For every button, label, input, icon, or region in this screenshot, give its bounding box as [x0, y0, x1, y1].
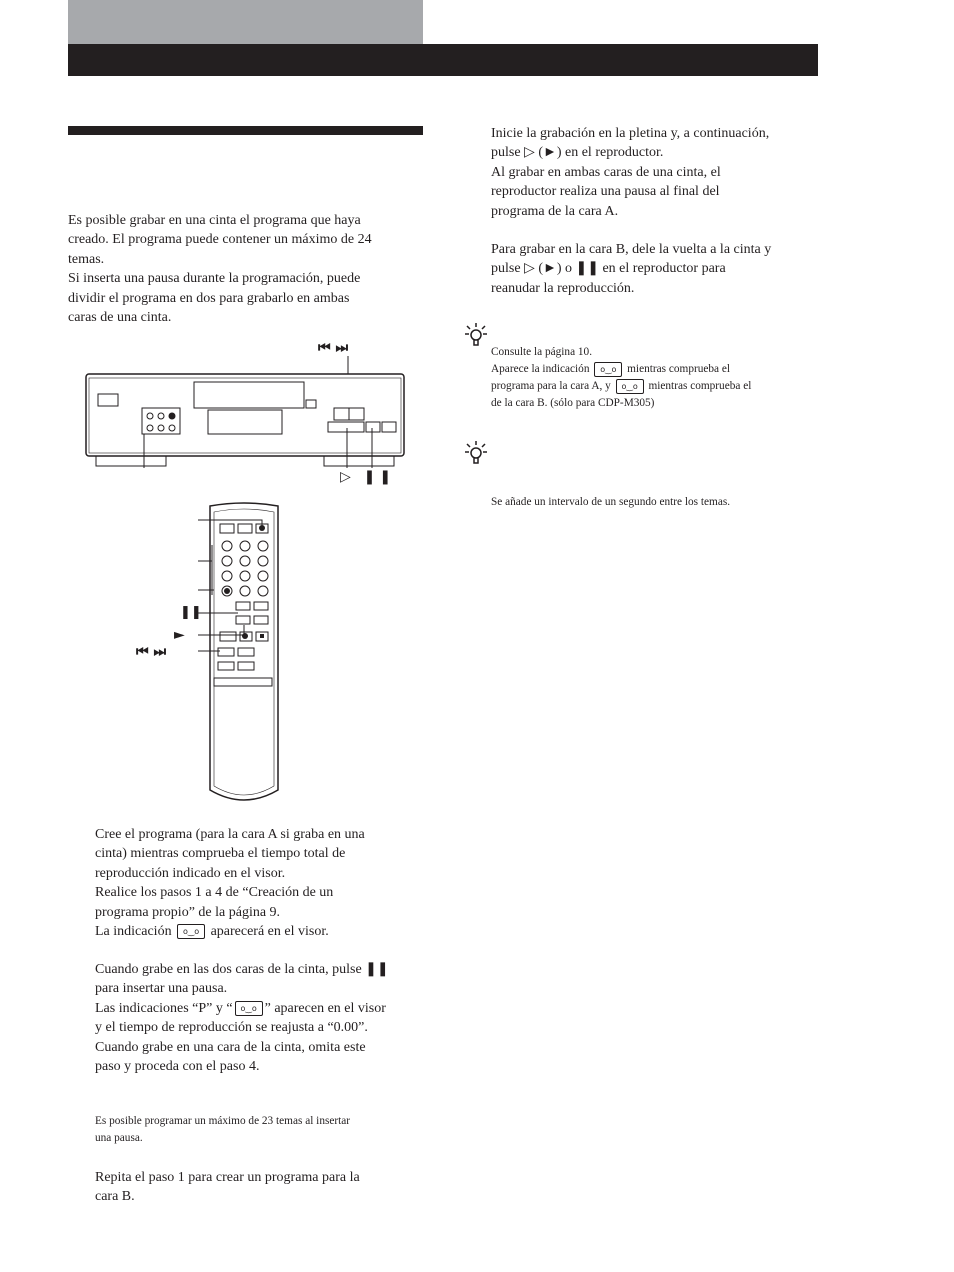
cassette-icon: o‿o	[594, 362, 622, 377]
remote-pause-label: ❚❚	[180, 605, 202, 620]
cassette-icon: o‿o	[616, 379, 644, 394]
remote-callouts	[190, 515, 270, 660]
lightbulb-icon	[464, 322, 488, 348]
step-4: Inicie la grabación en la pletina y, a continuación, pulse ▷ (►) en el reproductor. Al grabar en ambas caras de una cinta, el reproductor realiza una pausa al final del programa de la cara A.	[491, 126, 770, 219]
step-3: Repita el paso 1 para crear un programa para la cara B.	[95, 1170, 360, 1205]
cd-player-illustration	[84, 356, 408, 486]
header-bar	[68, 44, 818, 76]
cassette-icon: o‿o	[235, 1001, 263, 1016]
step-2: Cuando grabe en las dos caras de la cinta, pulse ❚❚ para insertar una pausa. Las indicaciones “P” y “ o‿o ” aparecen en el visor y el tiempo de reproducción se reajusta a “0.00”. Cuando grabe en una cara de la cinta, omita este paso y proceda con el paso 4.	[95, 962, 389, 1075]
step-1: Cree el programa (para la cara A si graba en una cinta) mientras comprueba el tiempo total de reproducción indicado en el visor. Realice los pasos 1 a 4 de “Creación de un programa propio” de la página 9. La indicación o‿o aparecerá en el visor.	[95, 827, 365, 940]
step-2-note: Es posible programar un máximo de 23 temas al insertar una pausa.	[95, 1115, 351, 1144]
section-rule	[68, 126, 423, 135]
player-play-pause-label: ▷ ❚❚	[340, 469, 396, 485]
player-skip-label: ⏮ ⏭	[318, 340, 349, 356]
tip-1: Consulte la página 10. Aparece la indicación o‿o mientras comprueba el programa para la cara A, y o‿o mientras comprueba el de la cara B. (sólo para CDP-M305)	[491, 346, 752, 409]
step-5: Para grabar en la cara B, dele la vuelta a la cinta y pulse ▷ (►) o ❚❚ en el reproductor para reanudar la reproducción.	[491, 242, 772, 296]
remote-play-label: ►	[174, 627, 185, 643]
header-tab	[68, 0, 423, 44]
intro-text: Es posible grabar en una cinta el programa que haya creado. El programa puede contener un máximo de 24 temas. Si inserta una pausa durante la programación, puede dividir el programa en dos para grabarlo en ambas caras de una cinta.	[68, 213, 372, 326]
tip-2: Se añade un intervalo de un segundo entre los temas.	[491, 496, 731, 508]
lightbulb-icon	[464, 440, 488, 466]
cassette-icon: o‿o	[177, 924, 205, 939]
remote-skip-label: ⏮ ⏭	[136, 644, 167, 660]
